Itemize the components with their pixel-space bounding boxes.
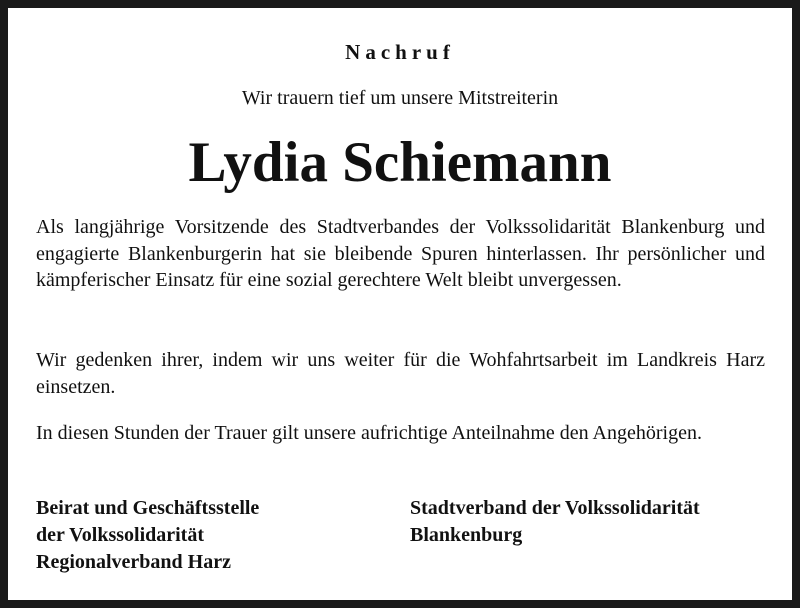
notice-subheading: Wir trauern tief um unsere Mitstreiterin bbox=[241, 87, 559, 109]
paragraph-tribute: Als langjährige Vorsitzende des Stadtverbandes der Volkssolidarität Blankenburg und engagierte Blankenburgerin hat sie bleibende Spuren hinterlassen. Ihr persönlicher und kämpferischer Einsatz für eine sozial gerechtere Welt bleibt unvergessen. bbox=[36, 216, 765, 291]
notice-heading: Nachruf bbox=[345, 40, 455, 64]
paragraph-remembrance: Wir gedenken ihrer, indem wir uns weiter für die Wohfahrtsarbeit im Landkreis Harz einsetzen. bbox=[36, 349, 765, 398]
signature-right-line: Stadtverband der Volkssolidarität bbox=[410, 497, 700, 519]
signature-right bbox=[410, 495, 780, 549]
paragraph-condolences: In diesen Stunden der Trauer gilt unsere aufrichtige Anteilnahme den Angehörigen. bbox=[36, 422, 702, 444]
signature-left-line: Beirat und Geschäftsstelle bbox=[36, 497, 260, 519]
signature-left bbox=[36, 495, 396, 576]
signature-left-line: der Volkssolidarität bbox=[36, 524, 204, 546]
signature-left-line: Regionalverband Harz bbox=[36, 551, 231, 573]
signature-right-line: Blankenburg bbox=[410, 524, 523, 546]
deceased-name: Lydia Schiemann bbox=[188, 131, 612, 194]
